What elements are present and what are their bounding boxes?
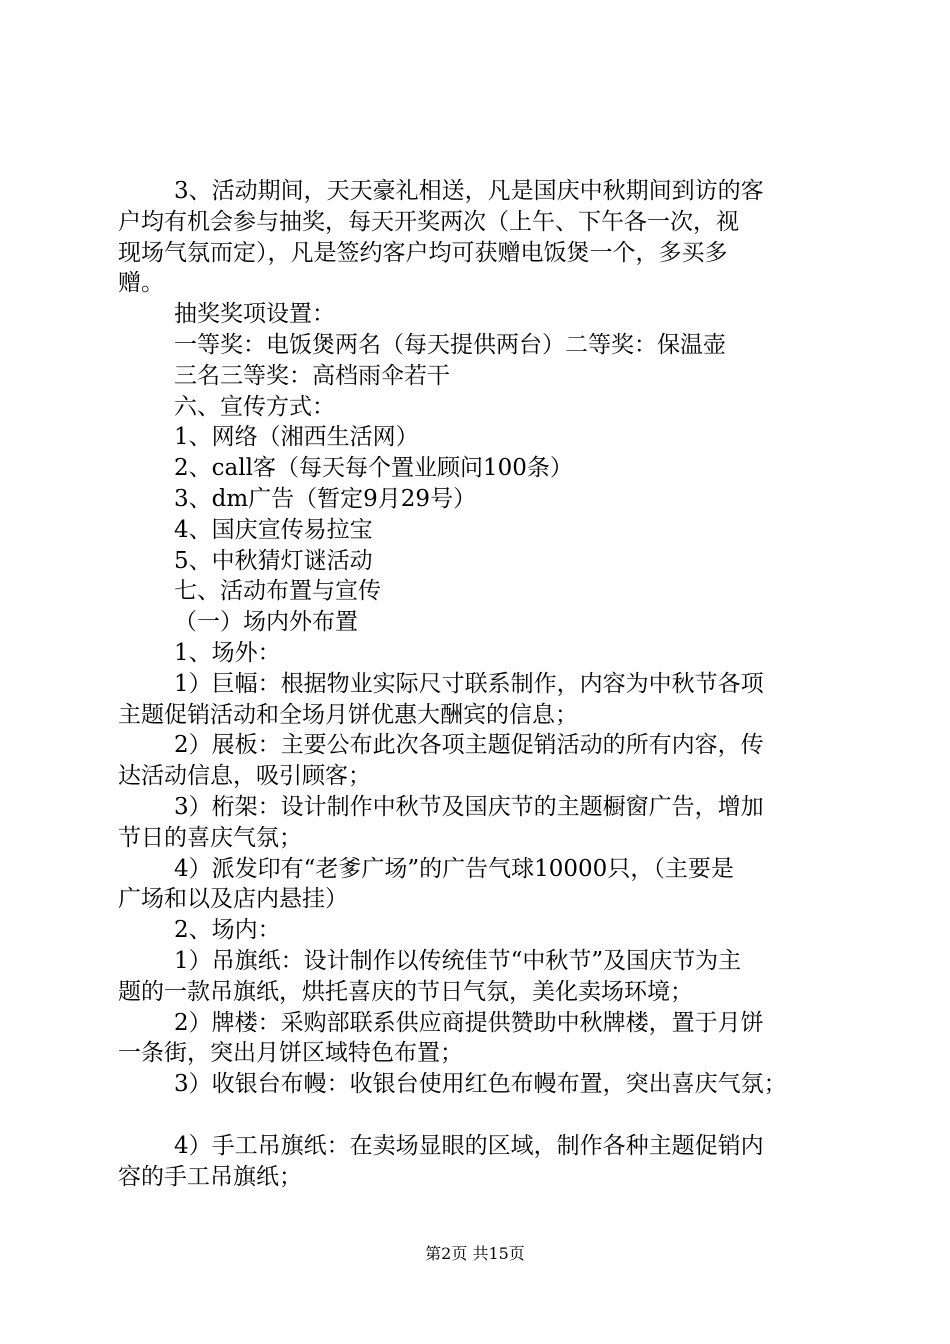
text-line: 4）派发印有“老爹广场”的广告气球10000只，（主要是 — [174, 855, 734, 882]
text-line: 5、中秋猜灯谜活动 — [174, 547, 373, 574]
text-line: 1）巨幅：根据物业实际尺寸联系制作，内容为中秋节各项 — [174, 670, 764, 697]
text-line: 3、活动期间，天天豪礼相送，凡是国庆中秋期间到访的客 — [174, 178, 764, 204]
text-line: 节日的喜庆气氛； — [118, 824, 302, 851]
text-line: 2）牌楼：采购部联系供应商提供赞助中秋牌楼，置于月饼 — [174, 1009, 764, 1036]
text-line: 4）手工吊旗纸：在卖场显眼的区域，制作各种主题促销内 — [174, 1132, 764, 1159]
page-number: 第2页 共15页 — [425, 1244, 525, 1263]
text-line: 一等奖：电饭煲两名（每天提供两台）二等奖：保温壶 — [174, 331, 726, 358]
text-line: 1、网络（湘西生活网） — [174, 424, 419, 451]
text-line: 1、场外： — [174, 639, 281, 666]
text-line: 现场气氛而定），凡是签约客户均可获赠电饭煲一个，多买多 — [118, 239, 728, 266]
text-line: 3、dm广告（暂定9月29号） — [174, 485, 477, 512]
text-line: 3）收银台布幔：收银台使用红色布幔布置，突出喜庆气氛； — [174, 1071, 787, 1098]
text-line: 2）展板：主要公布此次各项主题促销活动的所有内容，传 — [174, 732, 764, 759]
text-line: 达活动信息，吸引顾客； — [118, 763, 371, 790]
text-line: 赠。 — [118, 270, 164, 297]
text-line: 2、call客（每天每个置业顾问100条） — [174, 455, 573, 482]
text-line: 一条街，突出月饼区域特色布置； — [118, 1040, 463, 1067]
text-line: 1）吊旗纸：设计制作以传统佳节“中秋节”及国庆节为主 — [174, 947, 742, 974]
text-line: 容的手工吊旗纸； — [118, 1163, 302, 1190]
section-heading: 七、活动布置与宣传 — [174, 578, 381, 605]
text-line: 户均有机会参与抽奖，每天开奖两次（上午、下午各一次，视 — [118, 208, 739, 235]
text-line: 3）桁架：设计制作中秋节及国庆节的主题橱窗广告，增加 — [174, 793, 764, 820]
text-line: 三名三等奖：高档雨伞若干 — [174, 362, 450, 389]
subsection-heading: （一）场内外布置 — [174, 609, 358, 636]
section-heading: 六、宣传方式： — [174, 393, 335, 420]
text-line: 广场和以及店内悬挂） — [118, 886, 348, 913]
text-line: 题的一款吊旗纸，烘托喜庆的节日气氛，美化卖场环境； — [118, 978, 693, 1005]
blank-line — [118, 1100, 838, 1131]
document-body — [118, 176, 838, 1192]
text-line: 4、国庆宣传易拉宝 — [174, 516, 373, 543]
text-line: 抽奖奖项设置： — [174, 301, 335, 328]
text-line: 2、场内： — [174, 917, 281, 944]
text-line: 主题促销活动和全场月饼优惠大酬宾的信息； — [118, 701, 578, 728]
